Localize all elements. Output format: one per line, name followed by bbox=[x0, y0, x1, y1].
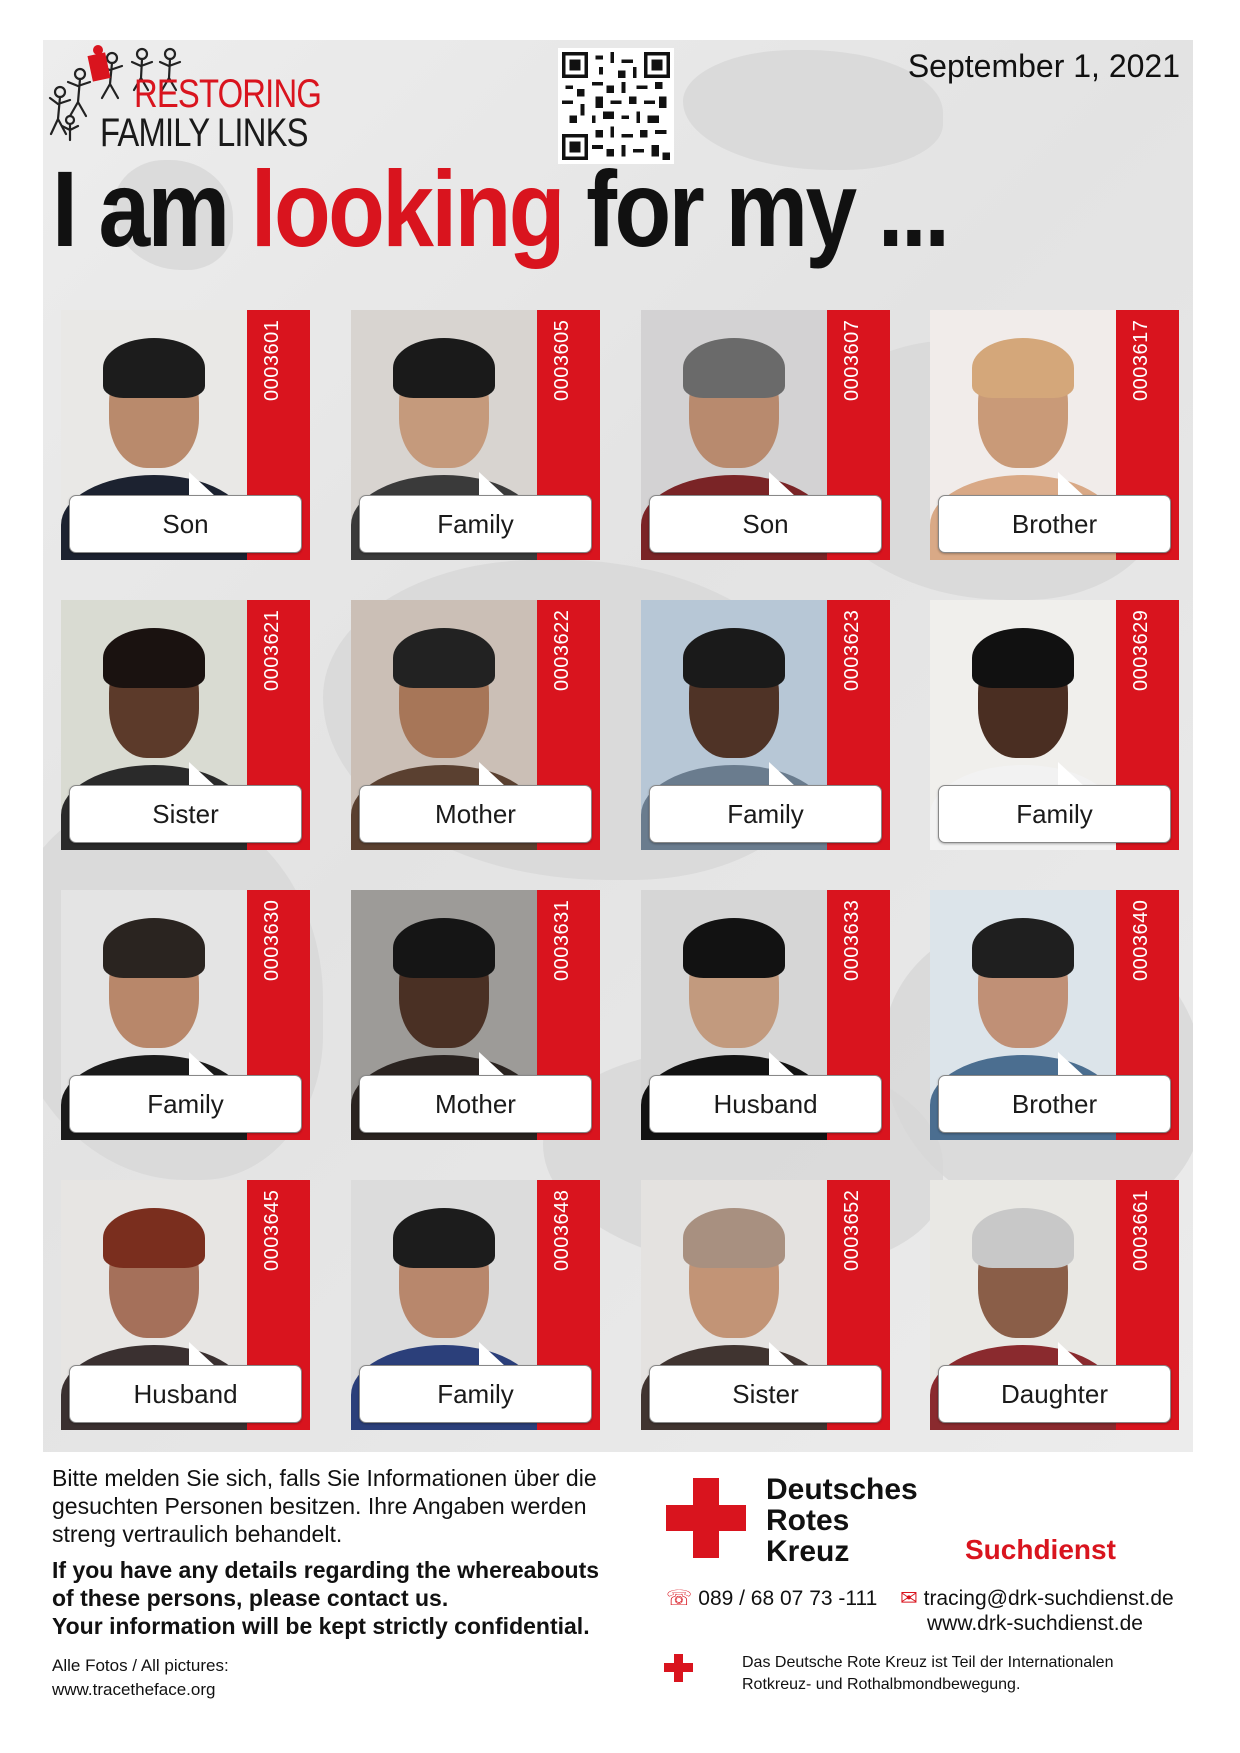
movement-line: Das Deutsche Rote Kreuz ist Teil der Internationalen bbox=[742, 1654, 1114, 1671]
suchdienst-label: Suchdienst bbox=[965, 1534, 1116, 1565]
photo-hair bbox=[103, 1208, 205, 1268]
photo-hair bbox=[103, 338, 205, 398]
english-notice-line: If you have any details regarding the whereabouts bbox=[52, 1557, 600, 1583]
credits-label: Alle Fotos / All pictures: bbox=[52, 1656, 229, 1675]
speech-pointer bbox=[1058, 1052, 1084, 1076]
phone-icon: ☏ bbox=[666, 1587, 693, 1610]
case-id: 0003607 bbox=[841, 320, 863, 402]
headline bbox=[52, 150, 947, 269]
case-id: 0003640 bbox=[1130, 900, 1152, 982]
english-notice-line: of these persons, please contact us. bbox=[52, 1585, 449, 1611]
relation-label: Son bbox=[69, 495, 302, 553]
case-id: 0003652 bbox=[841, 1190, 863, 1272]
case-id: 0003601 bbox=[261, 320, 283, 402]
relation-label: Sister bbox=[69, 785, 302, 843]
person-card[interactable] bbox=[61, 310, 310, 560]
photo-hair bbox=[393, 1208, 495, 1268]
movement-statement bbox=[742, 1652, 1182, 1696]
qr-code[interactable] bbox=[558, 48, 674, 164]
case-id: 0003661 bbox=[1130, 1190, 1152, 1272]
case-id: 0003633 bbox=[841, 900, 863, 982]
photo-hair bbox=[103, 918, 205, 978]
person-card[interactable] bbox=[641, 890, 890, 1140]
photo-hair bbox=[972, 628, 1074, 688]
speech-pointer bbox=[479, 472, 505, 496]
photo-hair bbox=[972, 918, 1074, 978]
logo-line-1: RESTORING bbox=[134, 72, 322, 116]
person-card[interactable] bbox=[351, 890, 600, 1140]
relation-label: Sister bbox=[649, 1365, 882, 1423]
phone-contact[interactable] bbox=[666, 1586, 877, 1611]
case-id: 0003605 bbox=[551, 320, 573, 402]
relation-label: Family bbox=[649, 785, 882, 843]
photo-hair bbox=[683, 918, 785, 978]
photo-hair bbox=[393, 628, 495, 688]
qr-code-icon bbox=[562, 52, 670, 160]
email-address: tracing@drk-suchdienst.de bbox=[923, 1587, 1174, 1610]
red-cross-icon bbox=[666, 1478, 746, 1558]
case-id: 0003630 bbox=[261, 900, 283, 982]
logo-line-2: FAMILY LINKS bbox=[100, 111, 308, 155]
speech-pointer bbox=[189, 1052, 215, 1076]
person-card[interactable] bbox=[930, 1180, 1179, 1430]
speech-pointer bbox=[1058, 762, 1084, 786]
relation-label: Son bbox=[649, 495, 882, 553]
person-card[interactable] bbox=[641, 310, 890, 560]
photo-hair bbox=[683, 338, 785, 398]
headline-part-2: for my ... bbox=[562, 148, 948, 269]
relation-label: Family bbox=[359, 1365, 592, 1423]
case-id: 0003621 bbox=[261, 610, 283, 692]
speech-pointer bbox=[189, 762, 215, 786]
case-id: 0003623 bbox=[841, 610, 863, 692]
person-card[interactable] bbox=[930, 600, 1179, 850]
case-id: 0003648 bbox=[551, 1190, 573, 1272]
case-id: 0003617 bbox=[1130, 320, 1152, 402]
speech-pointer bbox=[1058, 1342, 1084, 1366]
person-card[interactable] bbox=[641, 1180, 890, 1430]
relation-label: Brother bbox=[938, 1075, 1171, 1133]
drk-name-line: Deutsches bbox=[766, 1473, 918, 1506]
speech-pointer bbox=[769, 1342, 795, 1366]
relation-label: Husband bbox=[649, 1075, 882, 1133]
english-notice-line: Your information will be kept strictly confidential. bbox=[52, 1613, 590, 1639]
photo-hair bbox=[393, 918, 495, 978]
red-cross-red-crescent-icon bbox=[664, 1650, 730, 1686]
person-card[interactable] bbox=[641, 600, 890, 850]
person-card[interactable] bbox=[351, 310, 600, 560]
movement-line: Rotkreuz- und Rothalbmondbewegung. bbox=[742, 1676, 1021, 1693]
photo-hair bbox=[683, 1208, 785, 1268]
restoring-family-links-logo bbox=[46, 44, 336, 154]
relation-label: Family bbox=[359, 495, 592, 553]
speech-pointer bbox=[1058, 472, 1084, 496]
speech-pointer bbox=[479, 1342, 505, 1366]
person-card[interactable] bbox=[930, 890, 1179, 1140]
speech-pointer bbox=[189, 472, 215, 496]
photo-hair bbox=[103, 628, 205, 688]
relation-label: Family bbox=[69, 1075, 302, 1133]
drk-name-line: Kreuz bbox=[766, 1535, 850, 1568]
relation-label: Husband bbox=[69, 1365, 302, 1423]
photo-hair bbox=[683, 628, 785, 688]
photo-hair bbox=[972, 1208, 1074, 1268]
person-card[interactable] bbox=[61, 600, 310, 850]
speech-pointer bbox=[479, 1052, 505, 1076]
phone-number: 089 / 68 07 73 -111 bbox=[698, 1587, 878, 1610]
photo-hair bbox=[393, 338, 495, 398]
relation-label: Mother bbox=[359, 785, 592, 843]
english-notice bbox=[52, 1556, 652, 1640]
relation-label: Daughter bbox=[938, 1365, 1171, 1423]
speech-pointer bbox=[479, 762, 505, 786]
case-id: 0003645 bbox=[261, 1190, 283, 1272]
speech-pointer bbox=[769, 762, 795, 786]
headline-part-1: I am bbox=[52, 148, 251, 269]
relation-label: Family bbox=[938, 785, 1171, 843]
photo-credits bbox=[52, 1654, 352, 1702]
headline-highlight: looking bbox=[250, 148, 563, 269]
speech-pointer bbox=[769, 1052, 795, 1076]
photo-hair bbox=[972, 338, 1074, 398]
website-link[interactable]: www.drk-suchdienst.de bbox=[927, 1612, 1143, 1635]
case-id: 0003629 bbox=[1130, 610, 1152, 692]
email-contact[interactable] bbox=[900, 1586, 1174, 1611]
drk-name bbox=[766, 1474, 986, 1567]
envelope-icon: ✉ bbox=[900, 1587, 918, 1610]
case-id: 0003631 bbox=[551, 900, 573, 982]
person-card[interactable] bbox=[351, 1180, 600, 1430]
person-card[interactable] bbox=[351, 600, 600, 850]
relation-label: Mother bbox=[359, 1075, 592, 1133]
speech-pointer bbox=[769, 472, 795, 496]
credits-link[interactable]: www.tracetheface.org bbox=[52, 1680, 216, 1699]
person-card[interactable] bbox=[930, 310, 1179, 560]
drk-name-line: Rotes bbox=[766, 1504, 850, 1537]
person-card[interactable] bbox=[61, 1180, 310, 1430]
relation-label: Brother bbox=[938, 495, 1171, 553]
person-card[interactable] bbox=[61, 890, 310, 1140]
case-id: 0003622 bbox=[551, 610, 573, 692]
german-notice: Bitte melden Sie sich, falls Sie Informationen über die gesuchten Personen besitzen. Ihre Angaben werden streng vertraulich behandelt. bbox=[52, 1465, 597, 1547]
speech-pointer bbox=[189, 1342, 215, 1366]
date: September 1, 2021 bbox=[907, 48, 1180, 84]
